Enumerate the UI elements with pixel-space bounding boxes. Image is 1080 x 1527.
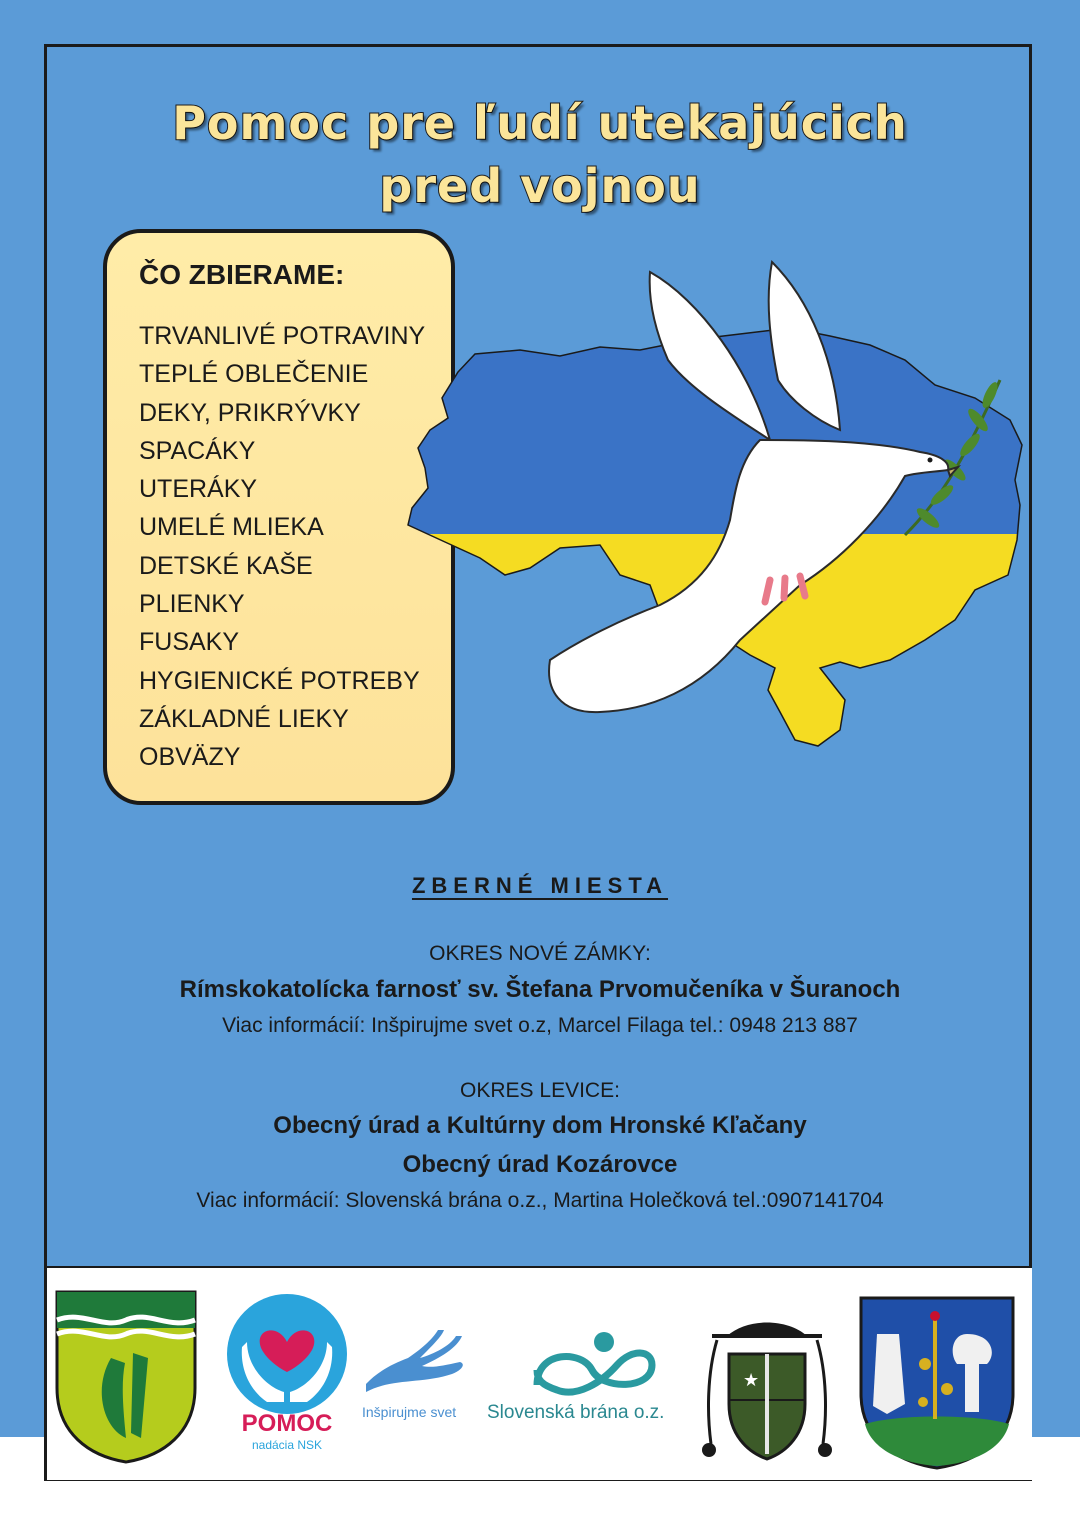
- contact-levice: Viac informácií: Slovenská brána o.z., Martina Holečková tel.:0907141704: [196, 1189, 884, 1212]
- title-line-2: pred vojnou: [379, 159, 701, 213]
- pomoc-name: POMOC: [241, 1410, 333, 1437]
- collection-item: UMELÉ MLIEKA: [139, 513, 324, 542]
- place-hronske-klacany: Obecný úrad a Kultúrny dom Hronské Kľačany: [273, 1112, 807, 1139]
- collection-item: HYGIENICKÉ POTREBY: [139, 666, 420, 695]
- collection-item: DETSKÉ KAŠE: [139, 551, 313, 580]
- slovenska-brana-infinity-icon: [487, 1330, 697, 1400]
- collection-item: FUSAKY: [139, 628, 240, 657]
- district-levice: OKRES LEVICE:: [460, 1079, 620, 1102]
- svg-text:★: ★: [743, 1370, 760, 1391]
- inspirujme-hand-icon: [362, 1328, 482, 1398]
- title-line-1: Pomoc pre ľudí utekajúcich: [172, 96, 908, 150]
- ukraine-dove-illustration: [400, 255, 1040, 755]
- green-coat-of-arms-icon: [53, 1288, 199, 1464]
- inspirujme-svet-logo: [362, 1328, 482, 1428]
- collection-item: TEPLÉ OBLEČENIE: [139, 360, 369, 389]
- partner-logos-strip: [47, 1266, 1032, 1480]
- parish-coat-of-arms-icon: [697, 1314, 837, 1464]
- pomoc-logo: [222, 1292, 352, 1462]
- slovenska-brana-label: Slovenská brána o.z.: [487, 1402, 665, 1423]
- collection-item: DEKY, PRIKRÝVKY: [139, 398, 361, 427]
- blue-coat-of-arms-icon: [857, 1294, 1017, 1470]
- pomoc-subtitle: nadácia NSK: [251, 1438, 323, 1452]
- collection-item: SPACÁKY: [139, 436, 256, 465]
- collection-item: ZÁKLADNÉ LIEKY: [139, 704, 349, 733]
- collection-item: PLIENKY: [139, 590, 245, 619]
- slovenska-brana-logo: [487, 1330, 697, 1430]
- collection-item: OBVÄZY: [139, 743, 241, 772]
- collection-points-heading: ZBERNÉ MIESTA: [411, 873, 669, 898]
- contact-nove-zamky: Viac informácií: Inšpirujme svet o.z, Marcel Filaga tel.: 0948 213 887: [222, 1014, 858, 1037]
- collection-item: TRVANLIVÉ POTRAVINY: [139, 322, 426, 350]
- place-suranoch: Rímskokatolícka farnosť sv. Štefana Prvomučeníka v Šuranoch: [179, 976, 901, 1003]
- collection-items: [139, 317, 425, 777]
- district-nove-zamky: OKRES NOVÉ ZÁMKY:: [429, 942, 651, 965]
- collection-item: UTERÁKY: [139, 475, 258, 504]
- collection-heading: ČO ZBIERAME:: [139, 259, 345, 290]
- pomoc-hands-heart-icon: [222, 1292, 352, 1417]
- inspirujme-label: Inšpirujme svet: [362, 1404, 457, 1420]
- place-kozarovce: Obecný úrad Kozárovce: [402, 1151, 678, 1178]
- poster-title: [0, 92, 1080, 218]
